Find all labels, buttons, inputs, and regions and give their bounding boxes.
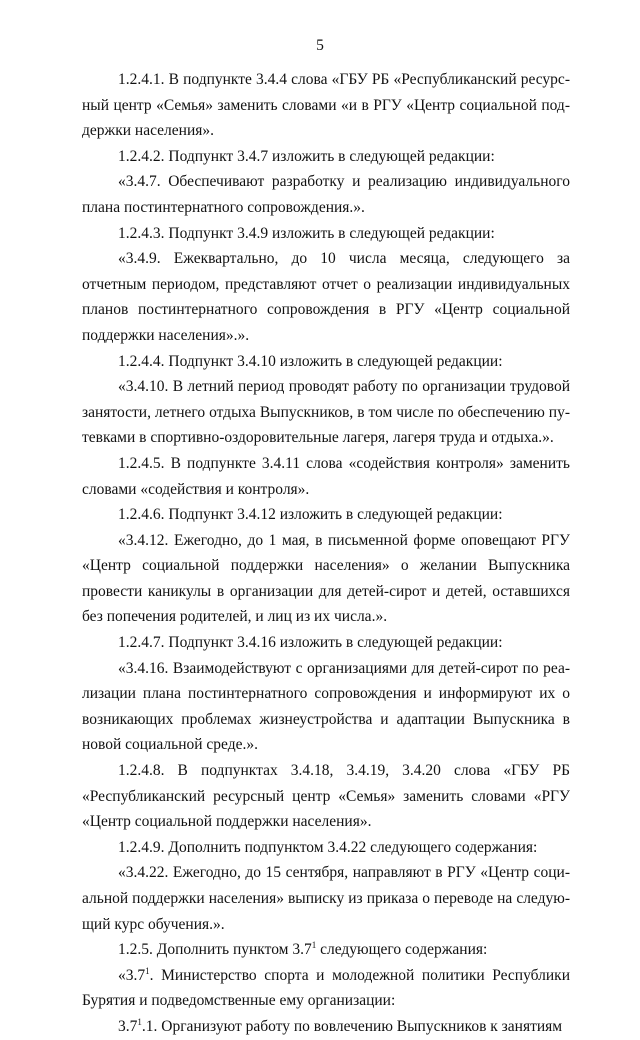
superscript-mark: 1 <box>137 1016 142 1027</box>
document-body <box>82 67 570 1040</box>
page-number: 5 <box>316 37 324 54</box>
paragraph-3-7-1-1-text-after: .1. Организуют работу по вовлечению Выпускников к занятиям <box>141 1017 563 1035</box>
paragraph-1-2-5-text-after: следующего содержания: <box>316 941 488 959</box>
paragraph-1-2-4-1: 1.2.4.1. В подпункте 3.4.4 слова «ГБУ РБ «Республиканский ресурсный центр «Семья» заменить словами «и в РГУ «Центр социальной поддержки населения». <box>82 71 570 140</box>
paragraph-3-7-1-text-after: . Министерство спорта и молодежной политики Республики Бурятия и подведомственные ему организации: <box>82 966 570 1010</box>
paragraph-1-2-4-4: 1.2.4.4. Подпункт 3.4.10 изложить в следующей редакции: <box>118 352 503 370</box>
paragraph-3-7-1-text-before: «3.7 <box>118 966 146 984</box>
paragraph-1-2-4-7: 1.2.4.7. Подпункт 3.4.16 изложить в следующей редакции: <box>118 634 503 652</box>
superscript-mark: 1 <box>145 965 150 976</box>
paragraph-1-2-4-2: 1.2.4.2. Подпункт 3.4.7 изложить в следующей редакции: <box>118 147 495 165</box>
paragraph-3-4-12: «3.4.12. Ежегодно, до 1 мая, в письменной форме оповещают РГУ «Центр социальной поддержки населения» о желании Выпускника провести каникулы в организации для детей-сирот и детей, оставшихся без попечения родителей, и лиц из их числа.». <box>82 531 570 626</box>
paragraph-1-2-4-3: 1.2.4.3. Подпункт 3.4.9 изложить в следующей редакции: <box>118 224 495 242</box>
paragraph-3-4-9: «3.4.9. Ежеквартально, до 10 числа месяца, следующего за отчетным периодом, представляют отчет о реализации индивидуальных планов постинтернатного сопровождения в РГУ «Центр социальной поддержки населения».». <box>82 250 570 344</box>
superscript-mark: 1 <box>311 940 317 951</box>
paragraph-1-2-4-9: 1.2.4.9. Дополнить подпунктом 3.4.22 следующего содержания: <box>118 838 538 856</box>
paragraph-1-2-5-text-before: 1.2.5. Дополнить пунктом 3.7 <box>118 941 312 959</box>
paragraph-1-2-5 <box>82 937 570 963</box>
paragraph-1-2-4-6: 1.2.4.6. Подпункт 3.4.12 изложить в следующей редакции: <box>118 506 503 524</box>
paragraph-3-4-16: «3.4.16. Взаимодействуют с организациями для детей-сирот по реализации плана постинтернатного сопровождения и информируют их о возникающих проблемах жизнеустройства и адаптации Выпускника в новой социальной среде.». <box>82 659 570 754</box>
paragraph-1-2-4-8: 1.2.4.8. В подпунктах 3.4.18, 3.4.19, 3.4.20 слова «ГБУ РБ «Республиканский ресурсный центр «Семья» заменить словами «РГУ «Центр социальной поддержки населения». <box>82 762 570 831</box>
paragraph-3-4-10: «3.4.10. В летний период проводят работу по организации трудовой занятости, летнего отдыха Выпускников, в том числе по обеспечению путевками в спортивно-оздоровительные лагеря, лагеря труда и отдыха.». <box>82 378 570 447</box>
paragraph-3-4-22: «3.4.22. Ежегодно, до 15 сентября, направляют в РГУ «Центр социальной поддержки населения» выписку из приказа о переводе на следующий курс обучения.». <box>82 864 570 933</box>
paragraph-3-4-7: «3.4.7. Обеспечивают разработку и реализацию индивидуального плана постинтернатного сопровождения.». <box>82 173 570 216</box>
paragraph-3-7-1-1 <box>82 1014 570 1040</box>
paragraph-3-7-1 <box>82 963 570 1014</box>
paragraph-3-7-1-1-text-before: 3.7 <box>118 1017 138 1035</box>
paragraph-1-2-4-5: 1.2.4.5. В подпункте 3.4.11 слова «содействия контроля» заменить словами «содействия и контроля». <box>82 454 570 498</box>
